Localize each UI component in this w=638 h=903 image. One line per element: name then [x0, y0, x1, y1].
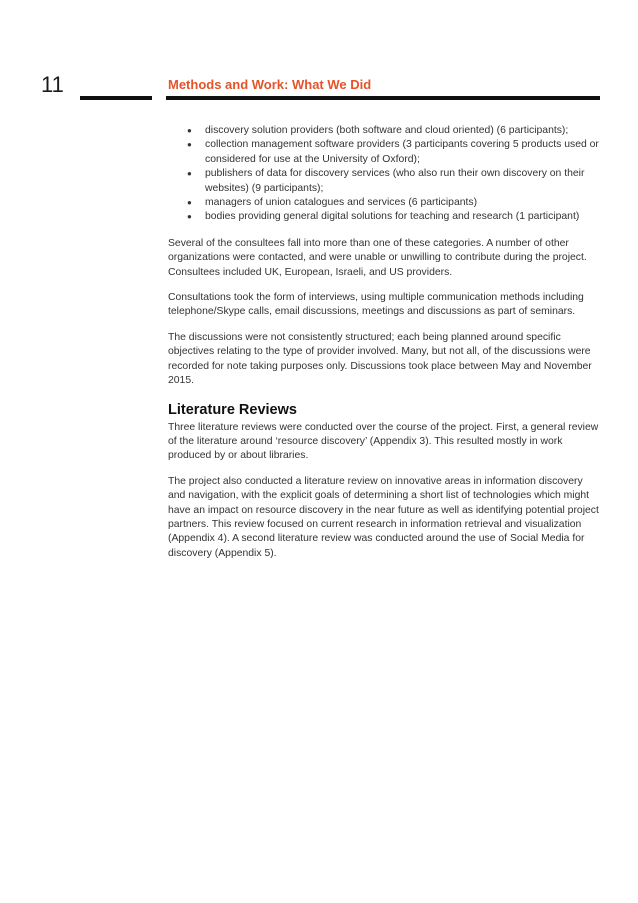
bullet-icon: ● — [187, 169, 192, 179]
list-item-text: discovery solution providers (both software and cloud oriented) (6 participants); — [205, 125, 569, 136]
list-item-text: collection management software providers (3 participants covering 5 products used or considered for use at the University of Oxford); — [205, 139, 599, 165]
bullet-icon: ● — [187, 198, 192, 208]
bullet-icon: ● — [187, 212, 192, 222]
paragraph-discussions: The discussions were not consistently structured; each being planned around specific objectives relating to the type of provider involved. Many, but not all, of the discussions were recorded for note taking purposes only. Discussions took place between May and November 2015. — [168, 331, 592, 387]
list-item-text: managers of union catalogues and services (6 participants) — [205, 197, 478, 209]
list-item — [187, 124, 602, 138]
list-item-text: publishers of data for discovery services (who also run their own discovery on their websites) (9 participants); — [205, 168, 585, 194]
paragraph-literature-innovative: The project also conducted a literature review on innovative areas in information discovery and navigation, with the explicit goals of determining a short list of technologies which might have an impact on resource discovery in the near future as well as identifying potential project partners. This review focused on current research in information retrieval and visualization (Appendix 4). A second literature review was conducted around the use of Social Media for discovery (Appendix 5). — [168, 475, 599, 559]
page-number: 11 — [41, 72, 64, 97]
paragraph-consultees: Several of the consultees fall into more than one of these categories. A number of other organizations were contacted, and were unable or unwilling to contribute during the project. Consultees included UK, European, Israeli, and US providers. — [168, 237, 587, 278]
list-item — [187, 196, 602, 210]
list-item — [187, 210, 602, 224]
list-item-text: bodies providing general digital solutions for teaching and research (1 participant) — [205, 211, 580, 223]
header-rule-right — [166, 96, 600, 100]
header-rule-left — [80, 96, 152, 100]
page-body — [168, 124, 602, 572]
literature-reviews-heading: Literature Reviews — [168, 401, 297, 418]
paragraph-consultations: Consultations took the form of interviews, using multiple communication methods including telephone/Skype calls, email discussions, meetings and discussions as part of seminars. — [168, 292, 584, 318]
bullet-icon: ● — [187, 140, 192, 150]
participant-list — [168, 124, 602, 225]
bullet-icon: ● — [187, 126, 192, 135]
list-item — [187, 167, 602, 196]
section-title: Methods and Work: What We Did — [168, 77, 372, 92]
paragraph-literature-general: Three literature reviews were conducted over the course of the project. First, a general review of the literature around ‘resource discovery’ (Appendix 3). This resulted mostly in work produced by or about libraries. — [168, 421, 599, 462]
list-item — [187, 138, 602, 167]
